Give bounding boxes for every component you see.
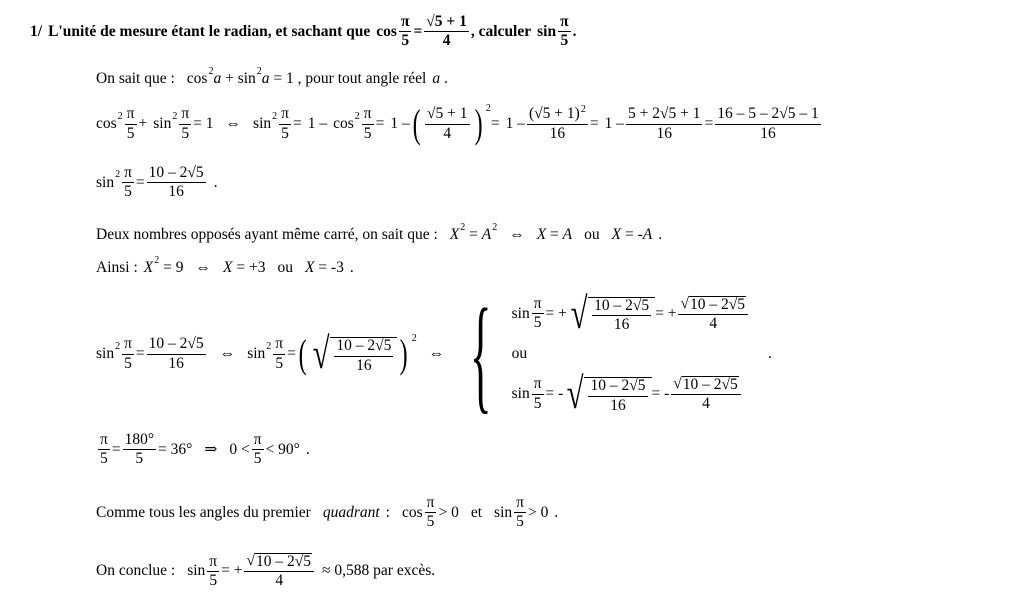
ainsi-text: Ainsi : (96, 259, 138, 276)
radical-sign: √ (673, 374, 682, 392)
implies-symbol: ⇒ (204, 441, 218, 459)
period: . (305, 440, 310, 458)
var-neg-a: -A (637, 226, 653, 243)
frac-num: π (207, 554, 219, 572)
frac-den: 16 (549, 124, 566, 142)
right-paren: ) (474, 101, 483, 146)
pi-over-5-fraction (425, 495, 437, 531)
frac-num: π (122, 336, 134, 354)
equals-minus: = - (651, 385, 670, 403)
equals-sign: = (546, 226, 563, 243)
sin-label: sin (237, 70, 256, 87)
square-exponent: 2 (492, 221, 498, 233)
frac-num: 10 – 2√5 (147, 336, 206, 354)
frac-den: 5 (275, 354, 284, 372)
equals-sign: = (490, 115, 500, 132)
identity-line (96, 65, 448, 88)
var-x: X (611, 226, 622, 243)
squared-fraction (527, 106, 588, 142)
problem-text-b: , calculer (470, 22, 532, 40)
frac-num: π (179, 106, 191, 124)
equals-nine: = 9 (159, 259, 184, 276)
frac-num: π (273, 336, 285, 354)
expanded-fraction (626, 106, 703, 142)
sin-label: sin (253, 115, 272, 132)
radical-sign: √ (246, 552, 255, 569)
sin-label: sin (511, 304, 530, 322)
frac-den: 5 (401, 32, 410, 50)
var-a: a (213, 70, 222, 87)
result-fraction (592, 298, 651, 334)
combined-fraction (715, 106, 821, 142)
greater-than-zero: > 0 (527, 503, 549, 521)
opposites-text: Deux nombres opposés ayant même carré, on sait que : (96, 226, 438, 243)
period: . (572, 22, 577, 40)
sin-label: sin (247, 345, 266, 362)
or-word: ou (511, 345, 528, 362)
pi-over-5-fraction (532, 376, 544, 412)
radicand (584, 377, 651, 414)
var-x: X (223, 259, 233, 276)
frac-num (527, 106, 588, 124)
radicand (588, 297, 655, 334)
frac-num: 10 – 2√5 (334, 338, 393, 356)
frac-den: 4 (443, 124, 452, 142)
conclusion-text: On conclue : (96, 562, 176, 580)
var-a-cap: A (562, 226, 573, 243)
frac-den: 5 (209, 571, 218, 589)
frac-num (678, 296, 748, 315)
frac-den: 16 (760, 124, 776, 142)
opposites-line (96, 221, 663, 244)
pi-over-5-fraction (399, 14, 412, 50)
cos-label: cos (333, 115, 354, 132)
calculation-line (96, 101, 823, 146)
frac-den: 16 (356, 356, 372, 374)
frac-num: π (514, 495, 526, 513)
golden-fraction (425, 106, 470, 142)
left-paren: ( (412, 101, 421, 146)
equals-plus: = + (545, 304, 567, 322)
frac-den: 16 (613, 316, 630, 334)
frac-num: 180° (123, 432, 156, 450)
frac-num: π (532, 296, 544, 314)
cos-label: cos (96, 115, 117, 132)
square-root (246, 553, 312, 570)
equals-sign: = (589, 115, 599, 132)
or-word: ou (584, 226, 600, 243)
equals-sign: = (704, 115, 714, 132)
frac-den: 5 (124, 183, 132, 201)
negative-solution (511, 369, 750, 419)
cos-label: cos (186, 70, 208, 87)
equals-sign: = (135, 173, 145, 191)
equals-one: = 1 (193, 115, 214, 132)
period: . (349, 259, 354, 276)
frac-den: 5 (533, 314, 542, 332)
problem-number: 1/ (30, 22, 43, 40)
frac-den: 5 (181, 124, 190, 142)
one-minus: 1 – (390, 115, 410, 132)
frac-num: π (532, 376, 544, 394)
equivalence-symbol: ⇔ (219, 345, 236, 362)
radical-sign: √ (680, 294, 689, 312)
frac-den: 5 (124, 354, 132, 372)
one-minus: 1 – (604, 115, 624, 132)
square-root (680, 296, 746, 313)
var-x: X (536, 226, 547, 243)
quadrant-text: Comme tous les angles du premier (96, 503, 311, 521)
equals-sign: = (621, 226, 638, 243)
frac-num: π (252, 432, 264, 450)
equals-sign: = (111, 440, 121, 458)
result-fraction (588, 378, 647, 414)
equals-minus-three: = -3 (314, 259, 344, 276)
square-root (567, 289, 655, 338)
frac-den: 16 (168, 183, 184, 201)
square-exponent: 2 (266, 340, 272, 352)
result-fraction (147, 165, 206, 201)
equivalence-symbol: ⇔ (195, 259, 211, 276)
var-a: a (261, 70, 270, 87)
frac-den: 5 (135, 450, 144, 468)
pi-over-5-fraction (558, 14, 571, 50)
radical-sign: √ (566, 369, 584, 419)
pi-over-5-fraction (273, 336, 285, 372)
frac-num: π (425, 495, 437, 513)
pi-over-5-fraction (207, 554, 219, 590)
less-than-90: < 90° (265, 440, 300, 458)
final-fraction (244, 553, 314, 590)
pi-over-5-fraction (179, 106, 191, 142)
problem-text: L'unité de mesure étant le radian, et sachant que (48, 22, 371, 40)
pi-over-5-fraction (98, 432, 110, 468)
or-word: ou (277, 259, 293, 276)
frac-num: 5 + 2√5 + 1 (626, 106, 703, 124)
left-brace: { (470, 283, 492, 425)
frac-num: π (558, 14, 571, 32)
frac-den: 5 (126, 124, 135, 142)
square-exponent: 2 (460, 221, 466, 233)
radical-sign: √ (570, 289, 588, 338)
or-row (512, 345, 750, 363)
square-root (309, 329, 397, 379)
period: . (440, 70, 448, 87)
zero-less-than: 0 < (229, 440, 250, 458)
sin-label: sin (187, 562, 206, 580)
left-paren: ( (298, 331, 307, 376)
square-exponent: 2 (115, 169, 121, 181)
frac-den: 5 (363, 124, 372, 142)
one-minus: 1 – (505, 115, 525, 132)
square-exponent: 2 (272, 110, 278, 122)
frac-num (244, 553, 314, 572)
square-exponent: 2 (485, 102, 491, 114)
frac-num: 10 – 2√5 (588, 378, 647, 396)
square-exponent: 2 (411, 332, 417, 344)
frac-num: π (362, 106, 374, 124)
frac-den: 5 (516, 513, 524, 531)
frac-num: 16 – 5 – 2√5 – 1 (715, 106, 821, 124)
equals-plus-three: = +3 (232, 259, 266, 276)
equivalence-symbol: ⇔ (509, 226, 525, 243)
square-root (673, 376, 739, 393)
square-exponent: 2 (208, 65, 214, 77)
var-a-cap: A (481, 226, 492, 243)
right-paren: ) (400, 331, 409, 376)
frac-num: π (122, 165, 134, 183)
frac-den: 5 (100, 450, 108, 468)
problem-statement (30, 14, 576, 50)
square-root (563, 369, 651, 419)
sin-label: sin (511, 385, 530, 403)
frac-num: 10 – 2√5 (147, 165, 206, 183)
equals-plus: = + (655, 304, 677, 322)
identity-rest: = 1 , pour tout angle réel (269, 70, 427, 87)
result-fraction (334, 338, 393, 374)
pi-over-5-fraction (514, 495, 526, 531)
colon: : (385, 503, 390, 521)
frac-den: 4 (275, 572, 284, 590)
equals-sign: = (465, 226, 482, 243)
simplified-fraction (671, 376, 741, 413)
plus-sign: + (221, 70, 238, 87)
result-fraction (147, 336, 206, 372)
frac-den: 4 (442, 32, 451, 50)
square-exponent: 2 (354, 110, 360, 122)
example-line (96, 254, 354, 277)
equals-36-degrees: = 36° (158, 440, 193, 458)
radicand: 10 – 2√5 (256, 553, 312, 570)
and-word: et (470, 503, 483, 521)
pi-over-5-fraction (122, 165, 134, 201)
var-x: X (449, 226, 460, 243)
equals-sign: = (375, 115, 385, 132)
frac-num: 10 – 2√5 (592, 298, 651, 316)
square-exponent: 2 (580, 104, 586, 116)
frac-den: 5 (426, 513, 435, 531)
radical-sign: √ (312, 329, 330, 379)
result-line (96, 165, 218, 201)
equivalence-symbol: ⇔ (428, 345, 445, 362)
period: . (658, 226, 663, 243)
cos-label: cos (376, 22, 397, 40)
frac-den: 5 (533, 394, 542, 412)
pi-over-5-fraction (279, 106, 291, 142)
square-exponent: 2 (172, 110, 178, 122)
positive-solution (511, 289, 750, 338)
frac-den: 4 (702, 395, 710, 413)
var-x: X (143, 259, 154, 276)
frac-num (671, 376, 741, 395)
simplified-fraction (678, 296, 748, 333)
frac-den: 16 (656, 124, 672, 142)
sin-label: sin (494, 503, 513, 521)
sin-label: sin (96, 345, 115, 362)
frac-num-text: (√5 + 1) (529, 105, 580, 123)
pi-over-5-fraction (532, 296, 544, 332)
equals-plus: = + (221, 562, 243, 580)
var-a: a (432, 70, 441, 87)
sin-label: sin (153, 115, 172, 132)
plus-sign: + (138, 115, 148, 132)
equals-sign: = (413, 22, 423, 40)
pi-over-5-fraction (122, 336, 134, 372)
frac-den: 16 (610, 396, 626, 414)
radicand (330, 337, 397, 374)
pi-over-5-fraction (125, 106, 137, 142)
angle-line (96, 432, 310, 468)
period: . (554, 503, 559, 521)
var-x: X (304, 259, 315, 276)
frac-num: π (399, 14, 412, 32)
degrees-fraction (123, 432, 156, 468)
frac-den: 5 (253, 450, 262, 468)
square-exponent: 2 (256, 65, 262, 77)
period: . (767, 345, 772, 362)
cos-label: cos (401, 503, 423, 521)
radicand: 10 – 2√5 (689, 295, 745, 313)
golden-fraction (424, 14, 469, 50)
frac-den: 16 (168, 354, 184, 372)
pi-over-5-fraction (252, 432, 264, 468)
equals-sign: = (292, 115, 302, 132)
frac-num: π (98, 432, 110, 450)
solution-system (511, 289, 750, 419)
frac-num: √5 + 1 (424, 14, 469, 32)
period: . (213, 173, 218, 191)
square-exponent: 2 (115, 340, 121, 352)
conclusion-line (96, 553, 435, 590)
pi-over-5-fraction (362, 106, 374, 142)
radicand: 10 – 2√5 (682, 375, 738, 393)
sin-label: sin (537, 22, 557, 40)
system-line (96, 283, 772, 425)
approximation: ≈ 0,588 par excès. (322, 562, 436, 580)
greater-than-zero: > 0 (438, 503, 459, 521)
frac-num: π (125, 106, 137, 124)
square-exponent: 2 (154, 254, 160, 266)
equivalence-symbol: ⇔ (225, 115, 242, 132)
frac-den: 4 (709, 314, 718, 332)
one-minus: 1 – (307, 115, 328, 132)
equals-minus: = - (545, 385, 564, 403)
frac-num: π (279, 106, 291, 124)
frac-den: 5 (281, 124, 289, 142)
identity-intro: On sait que : (96, 70, 175, 87)
equals-sign: = (135, 345, 145, 362)
equals-sign: = (287, 345, 296, 362)
quadrant-line (96, 495, 558, 531)
quadrant-word: quadrant (322, 503, 380, 521)
frac-num: √5 + 1 (425, 106, 470, 124)
sin-label: sin (96, 173, 115, 191)
square-exponent: 2 (117, 110, 123, 122)
frac-den: 5 (560, 32, 569, 50)
